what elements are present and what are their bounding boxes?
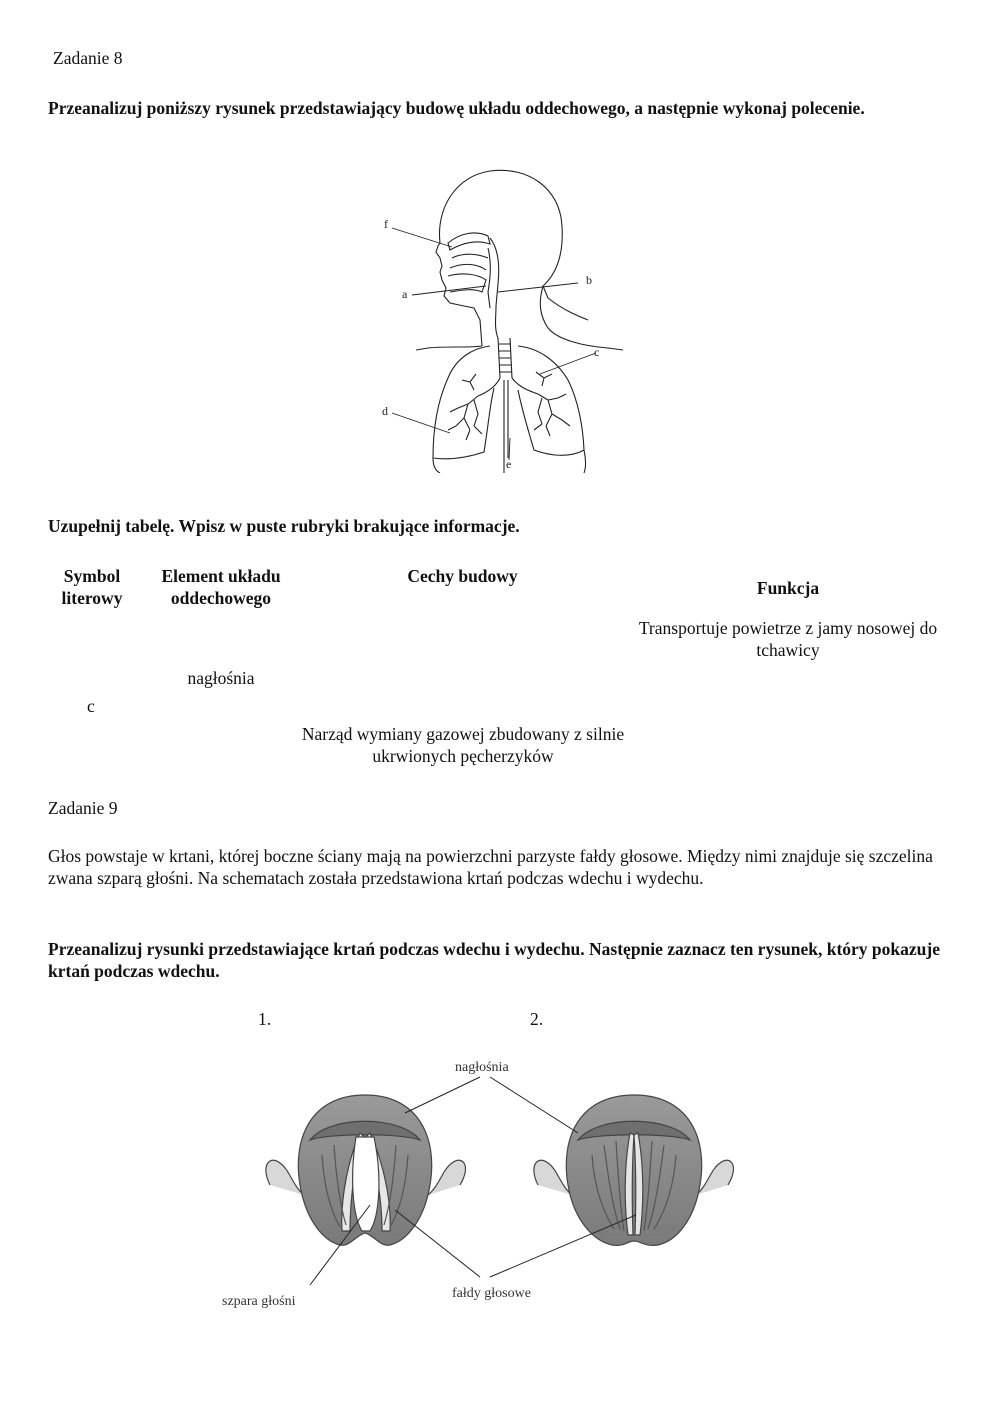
task9-instruction: Przeanalizuj rysunki przedstawiające krtań podczas wdechu i wydechu. Następnie zaznacz ten rysunek, który pokazuje krtań podczas wdechu. (48, 939, 940, 981)
row2-element: nagłośnia (187, 668, 255, 688)
label-f: f (384, 217, 388, 231)
nasal-cavity (448, 233, 490, 250)
label-vocal-folds: fałdy głosowe (452, 1286, 531, 1301)
face-profile (436, 243, 482, 346)
right-bronchus (512, 378, 538, 394)
respiratory-system-diagram (378, 168, 628, 473)
label-d: d (382, 404, 388, 418)
option-1[interactable]: 1. (258, 1009, 272, 1029)
task9-title: Zadanie 9 (48, 798, 118, 818)
header-features: Cechy budowy (407, 566, 518, 586)
larynx-diagrams (200, 1045, 800, 1325)
row3-symbol: c (87, 696, 95, 716)
right-lung (518, 346, 584, 455)
label-b: b (586, 273, 592, 287)
header-symbol: Symbol literowy (61, 566, 123, 608)
left-lung (433, 346, 494, 459)
option-2[interactable]: 2. (530, 1009, 544, 1029)
row1-function: Transportuje powietrze z jamy nosowej do tchawicy (638, 618, 938, 660)
label-a: a (402, 287, 408, 301)
header-element: Element układu oddechowego (161, 566, 281, 608)
task8-instruction: Przeanalizuj poniższy rysunek przedstawiający budowę układu oddechowego, a następnie wykonaj polecenie. (48, 98, 865, 118)
label-glottis: szpara głośni (222, 1294, 296, 1309)
label-epiglottis: nagłośnia (455, 1060, 509, 1075)
task8-title: Zadanie 8 (53, 48, 123, 68)
label-e: e (506, 457, 512, 471)
label-c: c (594, 345, 600, 359)
table-instruction: Uzupełnij tabelę. Wpisz w puste rubryki brakujące informacje. (48, 516, 520, 536)
oral-cavity (448, 274, 486, 292)
header-function: Funkcja (756, 578, 820, 598)
pharynx (490, 238, 499, 338)
row4-features: Narząd wymiany gazowej zbudowany z silnie ukrwionych pęcherzyków (301, 724, 625, 766)
task9-paragraph: Głos powstaje w krtani, której boczne ściany mają na powierzchni parzyste fałdy głosowe. Między nimi znajduje się szczelina zwana szparą głośni. Na schematach została przedstawiona krtań podczas wdechu i wydechu. (48, 846, 933, 888)
larynx-2 (534, 1095, 734, 1245)
larynx-1 (266, 1095, 466, 1245)
left-bronchus (478, 378, 500, 396)
